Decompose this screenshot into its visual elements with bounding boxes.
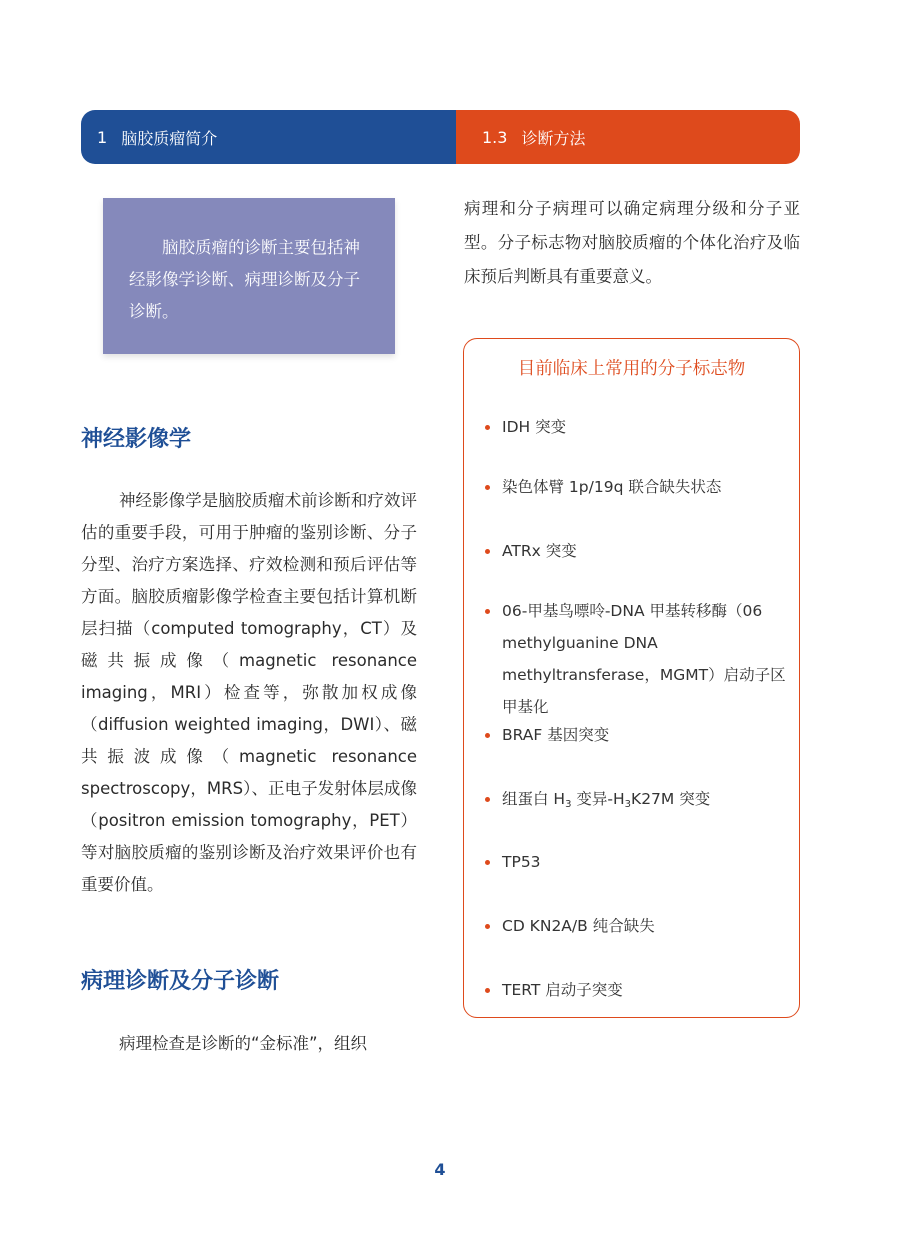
marker-item: BRAF 基因突变: [502, 719, 794, 751]
bullet-icon: [485, 988, 490, 993]
chapter-title: 脑胶质瘤简介: [121, 128, 218, 148]
chapter-header: [81, 110, 456, 164]
bullet-icon: [485, 549, 490, 554]
marker-item: 06-甲基鸟嘌呤-DNA 甲基转移酶（06 methylguanine DNA methyltransferase，MGMT）启动子区甲基化: [502, 595, 794, 723]
section-header: [456, 110, 800, 164]
section-title: 诊断方法: [521, 128, 586, 148]
summary-box: [103, 198, 395, 354]
marker-item: TERT 启动子突变: [502, 974, 794, 1006]
summary-text: 脑胶质瘤的诊断主要包括神经影像学诊断、病理诊断及分子诊断。: [129, 238, 360, 321]
bullet-icon: [485, 797, 490, 802]
marker-item: ATRx 突变: [502, 535, 794, 567]
bullet-icon: [485, 860, 490, 865]
molecular-marker-card: [463, 338, 800, 1018]
marker-card-title: 目前临床上常用的分子标志物: [517, 359, 746, 379]
bullet-icon: [485, 733, 490, 738]
marker-item: TP53: [502, 846, 794, 878]
marker-item: IDH 突变: [502, 411, 794, 443]
neuroimaging-paragraph: 神经影像学是脑胶质瘤术前诊断和疗效评估的重要手段，可用于肿瘤的鉴别诊断、分子分型、治疗方案选择、疗效检测和预后评估等方面。脑胶质瘤影像学检查主要包括计算机断层扫描（computed tomography，CT）及磁共振成像（magnetic resonance imaging，MRI）检查等，弥散加权成像（diffusion weighted imaging，DWI）、磁共振波成像（magnetic resonance spectroscopy，MRS）、正电子发射体层成像（positron emission tomography，PET）等对脑胶质瘤的鉴别诊断及治疗效果评价也有重要价值。: [81, 491, 417, 894]
bullet-icon: [485, 485, 490, 490]
bullet-icon: [485, 924, 490, 929]
heading-pathology-diagnosis: 病理诊断及分子诊断: [81, 969, 280, 994]
marker-item: 组蛋白 $H_3$ 变异$-H_3K27M$ 突变: [502, 783, 794, 821]
marker-item: CD KN2A/B 纯合缺失: [502, 910, 794, 942]
pathology-paragraph: 病理检查是诊断的“金标准”，组织: [118, 1034, 368, 1053]
heading-neuroimaging: 神经影像学: [81, 427, 192, 452]
pathology-intro-paragraph: 病理和分子病理可以确定病理分级和分子亚型。分子标志物对脑胶质瘤的个体化治疗及临床预后判断具有重要意义。: [464, 199, 800, 286]
chapter-header-bar: [81, 110, 800, 164]
bullet-icon: [485, 425, 490, 430]
page-number: 4: [434, 1160, 446, 1179]
section-number: 1.3: [482, 127, 508, 147]
marker-item: 染色体臂 1p/19q 联合缺失状态: [502, 471, 794, 503]
bullet-icon: [485, 609, 490, 614]
chapter-number: 1: [97, 127, 108, 147]
